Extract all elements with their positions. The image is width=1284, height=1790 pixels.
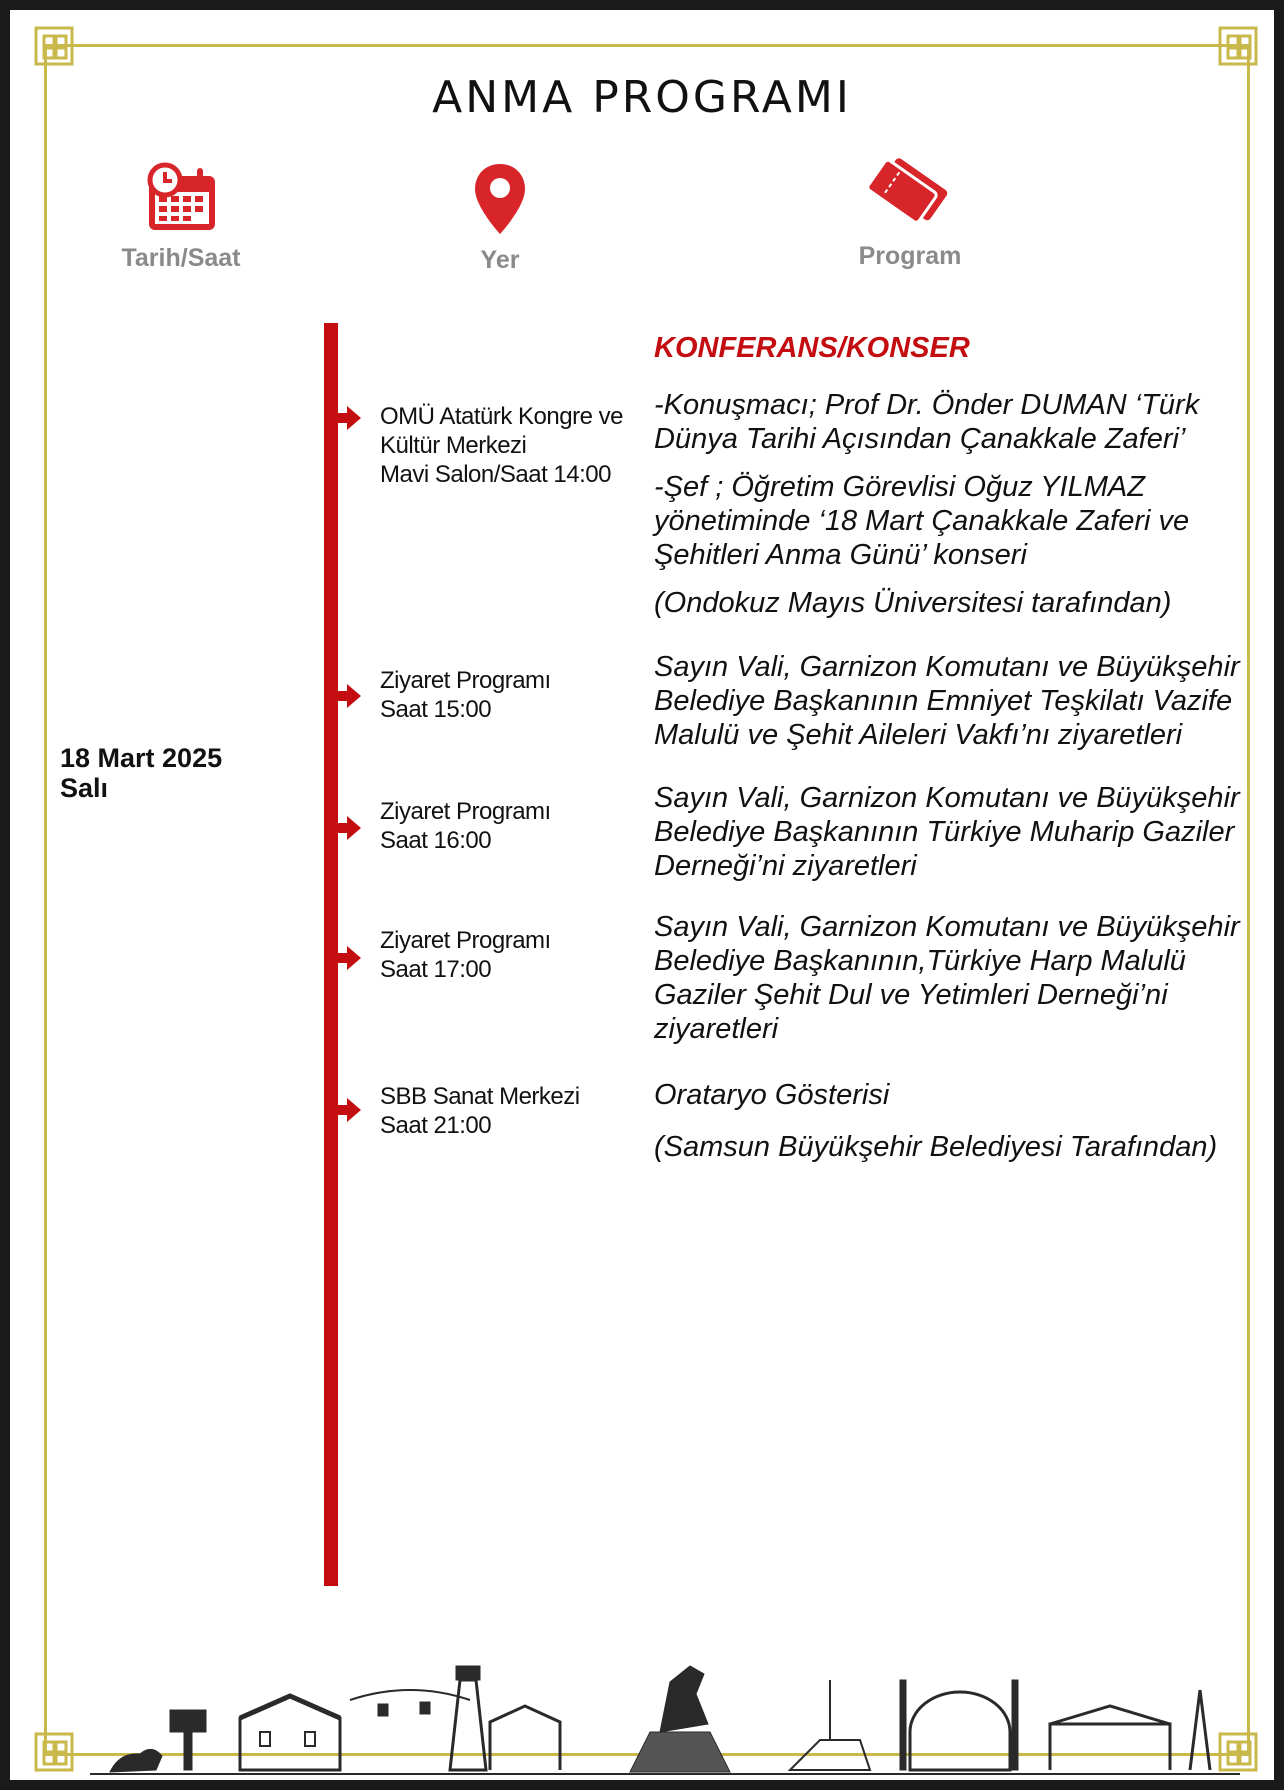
place-entry <box>380 797 650 855</box>
place-entry <box>380 1082 650 1140</box>
ticket-icon <box>860 152 960 232</box>
poster-page <box>10 10 1274 1780</box>
program-paragraph: Sayın Vali, Garnizon Komutanı ve Büyükşehir Belediye Başkanının Türkiye Muharip Gaziler Derneği’ni ziyaretleri <box>654 782 1240 882</box>
place-line: Ziyaret Programı <box>380 798 551 825</box>
corner-ornament-icon <box>32 24 76 68</box>
corner-ornament-icon <box>1216 24 1260 68</box>
header-label: Yer <box>480 246 520 274</box>
program-paragraph: -Konuşmacı; Prof Dr. Önder DUMAN ‘Türk Dünya Tarihi Açısından Çanakkale Zaferi’ <box>654 389 1200 455</box>
place-line: OMÜ Atatürk Kongre ve <box>380 403 623 430</box>
header-place <box>430 162 570 275</box>
program-paragraph: (Ondokuz Mayıs Üniversitesi tarafından) <box>654 587 1172 619</box>
weekday-line: Salı <box>60 773 109 803</box>
program-paragraph: Sayın Vali, Garnizon Komutanı ve Büyükşehir Belediye Başkanının,Türkiye Harp Malulü Gaziler Şehit Dul ve Yetimleri Derneği’ni ziyaretleri <box>654 911 1240 1045</box>
header-date-time <box>106 162 256 273</box>
map-pin-icon <box>472 162 528 236</box>
program-heading: KONFERANS/KONSER <box>654 332 970 364</box>
place-line: Saat 16:00 <box>380 827 492 854</box>
place-line: Saat 21:00 <box>380 1112 492 1139</box>
header-program <box>830 152 990 271</box>
place-entry <box>380 926 650 984</box>
place-line: Kültür Merkezi <box>380 432 527 459</box>
date-line: 18 Mart 2025 <box>60 743 223 773</box>
header-label: Tarih/Saat <box>121 244 241 272</box>
place-entry <box>380 666 650 724</box>
event-date <box>60 743 222 803</box>
place-line: Saat 15:00 <box>380 696 492 723</box>
page-title: ANMA PROGRAMI <box>432 72 852 123</box>
calendar-clock-icon <box>141 162 221 234</box>
city-skyline-illustration <box>90 1640 1240 1780</box>
program-paragraph: -Şef ; Öğretim Görevlisi Oğuz YILMAZ yönetiminde ‘18 Mart Çanakkale Zaferi ve Şehitleri Anma Günü’ konseri <box>654 471 1190 571</box>
corner-ornament-icon <box>32 1730 76 1774</box>
place-line: Saat 17:00 <box>380 956 492 983</box>
program-paragraph: Sayın Vali, Garnizon Komutanı ve Büyükşehir Belediye Başkanının Emniyet Teşkilatı Vazife Malulü ve Şehit Aileleri Vakfı’nı ziyaretleri <box>654 651 1240 751</box>
place-line: SBB Sanat Merkezi <box>380 1083 580 1110</box>
place-line: Mavi Salon/Saat 14:00 <box>380 461 611 488</box>
program-paragraph: Orataryo Gösterisi <box>654 1079 890 1111</box>
place-line: Ziyaret Programı <box>380 927 551 954</box>
place-entry <box>380 402 650 489</box>
header-label: Program <box>858 242 962 270</box>
place-line: Ziyaret Programı <box>380 667 551 694</box>
gold-border <box>44 44 1250 1756</box>
program-paragraph: (Samsun Büyükşehir Belediyesi Tarafından) <box>654 1131 1218 1163</box>
